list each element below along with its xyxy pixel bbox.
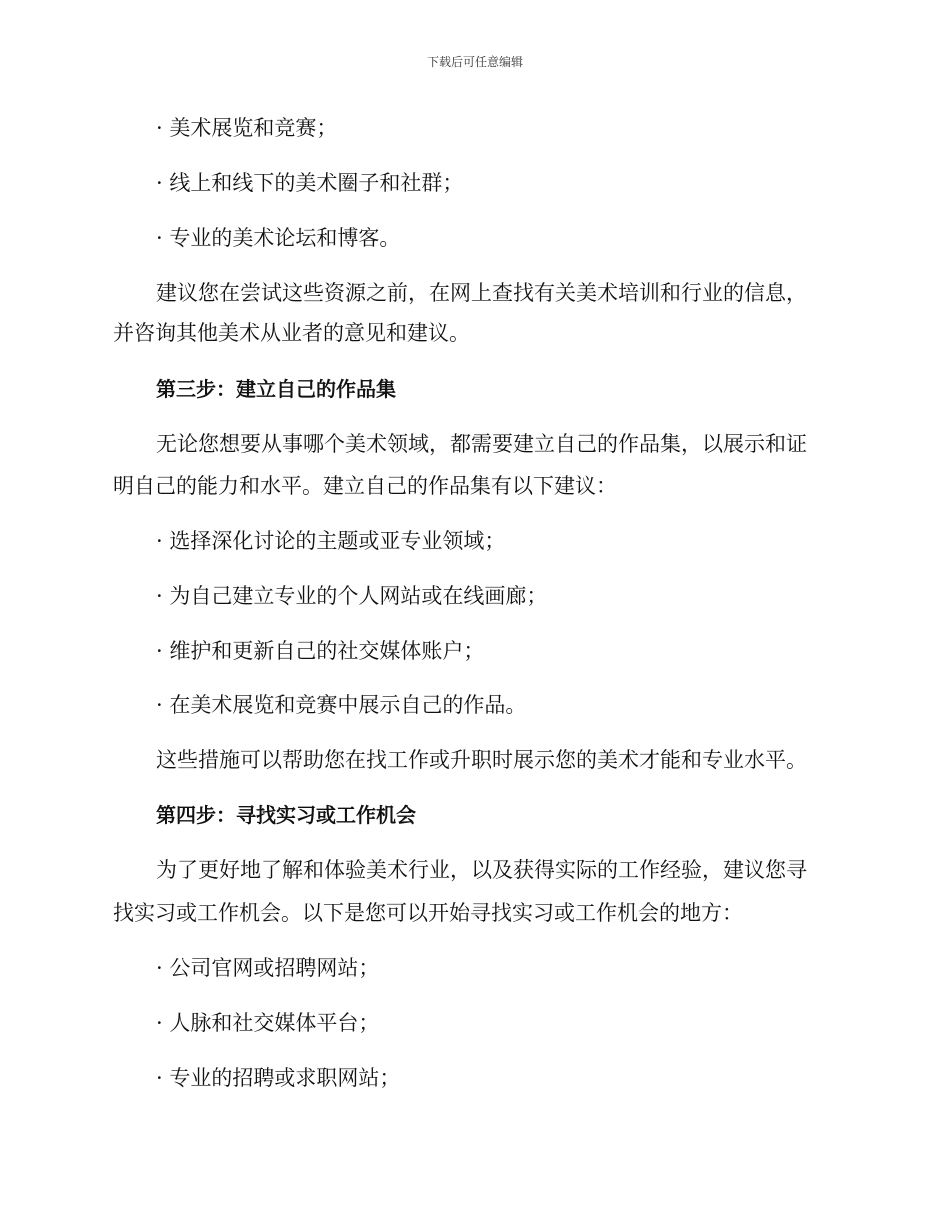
paragraph-line: 明自己的能力和水平。建立自己的作品集有以下建议：	[113, 474, 617, 498]
paragraph-line: 这些措施可以帮助您在找工作或升职时展示您的美术才能和专业水平。	[156, 748, 807, 772]
list-item: · 人脉和社交媒体平台；	[156, 1011, 380, 1035]
list-item: · 美术展览和竞赛；	[156, 116, 338, 140]
list-item: · 线上和线下的美术圈子和社群；	[156, 171, 464, 195]
list-item: · 在美术展览和竞赛中展示自己的作品。	[156, 693, 527, 717]
page-header: 下载后可任意编辑	[426, 55, 523, 69]
paragraph-line: 为了更好地了解和体验美术行业，以及获得实际的工作经验，建议您寻	[156, 858, 807, 882]
paragraph-line: 建议您在尝试这些资源之前，在网上查找有关美术培训和行业的信息，	[156, 281, 807, 305]
paragraph-line: 并咨询其他美术从业者的意见和建议。	[113, 321, 470, 345]
paragraph-line: 无论您想要从事哪个美术领域，都需要建立自己的作品集，以展示和证	[156, 432, 807, 456]
paragraph-line: 找实习或工作机会。以下是您可以开始寻找实习或工作机会的地方：	[113, 901, 743, 925]
list-item: · 选择深化讨论的主题或亚专业领域；	[156, 529, 506, 553]
section-heading: 第四步：寻找实习或工作机会	[156, 803, 416, 827]
list-item: · 公司官网或招聘网站；	[156, 956, 380, 980]
section-heading: 第三步：建立自己的作品集	[156, 377, 396, 401]
list-item: · 为自己建立专业的个人网站或在线画廊；	[156, 584, 548, 608]
list-item: · 维护和更新自己的社交媒体账户；	[156, 639, 485, 663]
list-item: · 专业的招聘或求职网站；	[156, 1066, 401, 1090]
list-item: · 专业的美术论坛和博客。	[156, 226, 401, 250]
